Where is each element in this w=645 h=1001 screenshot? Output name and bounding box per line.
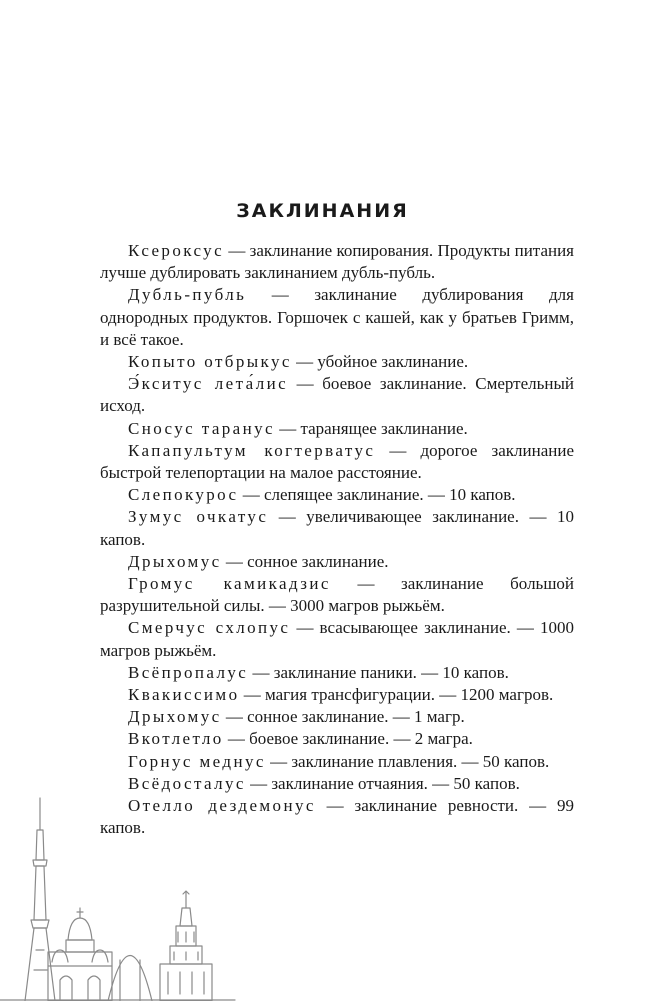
spell-description: — заклинание ревности. — 99 капов. (100, 796, 574, 838)
spell-term: Зумус очкатус (128, 507, 269, 527)
list-item (100, 551, 574, 573)
list-item (100, 684, 574, 706)
list-item (100, 706, 574, 728)
list-item (100, 373, 574, 417)
spell-term: Горнус меднус (128, 751, 266, 771)
spell-term: Всёпропалус (128, 662, 249, 682)
spell-description: — боевое заклинание. Смертельный исход. (100, 374, 574, 416)
spell-description: — заклинание большой разрушительной силы. — 3000 магров рыжьём. (100, 574, 575, 616)
spell-description: — всасывающее заклинание. — 1000 магров рыжьём. (100, 618, 574, 660)
spell-term: Дрыхомус (128, 551, 222, 571)
list-item (100, 240, 574, 284)
city-skyline-icon (0, 790, 240, 1001)
spell-term: Смерчус схлопус (128, 618, 291, 638)
spell-term: Отелло дездемонус (128, 796, 316, 816)
list-item (100, 351, 574, 373)
list-item (100, 728, 574, 750)
spell-term: Ксероксус (128, 241, 225, 260)
spell-term: Громус камикадзис (128, 574, 331, 594)
list-item (100, 573, 574, 617)
list-item (100, 662, 574, 684)
spell-description: — сонное заклинание. (221, 551, 389, 571)
page-title: ЗАКЛИНАНИЯ (236, 200, 409, 222)
spell-description: — магия трансфигурации. — 1200 магров. (239, 685, 554, 705)
spell-description: — слепящее заклинание. — 10 капов. (238, 485, 516, 505)
spell-description: — дорогое заклинание быстрой телепортации на малое расстояние. (100, 440, 574, 483)
spell-term: Дрыхомус (128, 707, 222, 727)
spell-description: — увеличивающее заклинание. — 10 капов. (100, 507, 574, 549)
spell-term: Всёдосталус (128, 773, 246, 793)
spell-term: Квакиссимо (128, 685, 240, 705)
spell-term: Сносус таранус (128, 418, 275, 438)
spell-description: — заклинание паники. — 10 капов. (248, 662, 509, 682)
list-item (100, 506, 574, 550)
spell-list (100, 240, 574, 839)
list-item (100, 418, 574, 440)
spell-description: — заклинание отчаяния. — 50 капов. (245, 773, 520, 793)
spell-term: Э́кситус лета́лис (128, 374, 289, 394)
list-item (100, 617, 574, 661)
spell-term: Слепокурос (128, 485, 239, 505)
list-item (100, 751, 574, 773)
spell-term: Вкотлетло (128, 729, 224, 749)
spell-term: Дубль-публь (128, 285, 247, 305)
spell-term: Капапультум когтерватус (128, 440, 376, 460)
spell-description: — заклинание плавления. — 50 капов. (265, 751, 550, 771)
spell-description: — боевое заклинание. — 2 магра. (223, 729, 473, 749)
spell-description: — сонное заклинание. — 1 магр. (221, 707, 465, 727)
list-item (100, 284, 574, 351)
spell-term: Копыто отбрыкус (128, 352, 292, 372)
spell-description: — заклинание копирования. Продукты питания лучше дублировать заклинанием дубль-публь. (100, 241, 574, 283)
spell-description: — убойное заклинание. (291, 352, 469, 372)
spell-description: — заклинание дублирования для однородных продуктов. Горшочек с кашей, как у братьев Гримм, и всё такое. (100, 285, 574, 349)
list-item (100, 484, 574, 506)
list-item (100, 440, 574, 484)
spell-description: — таранящее заклинание. (274, 418, 468, 438)
